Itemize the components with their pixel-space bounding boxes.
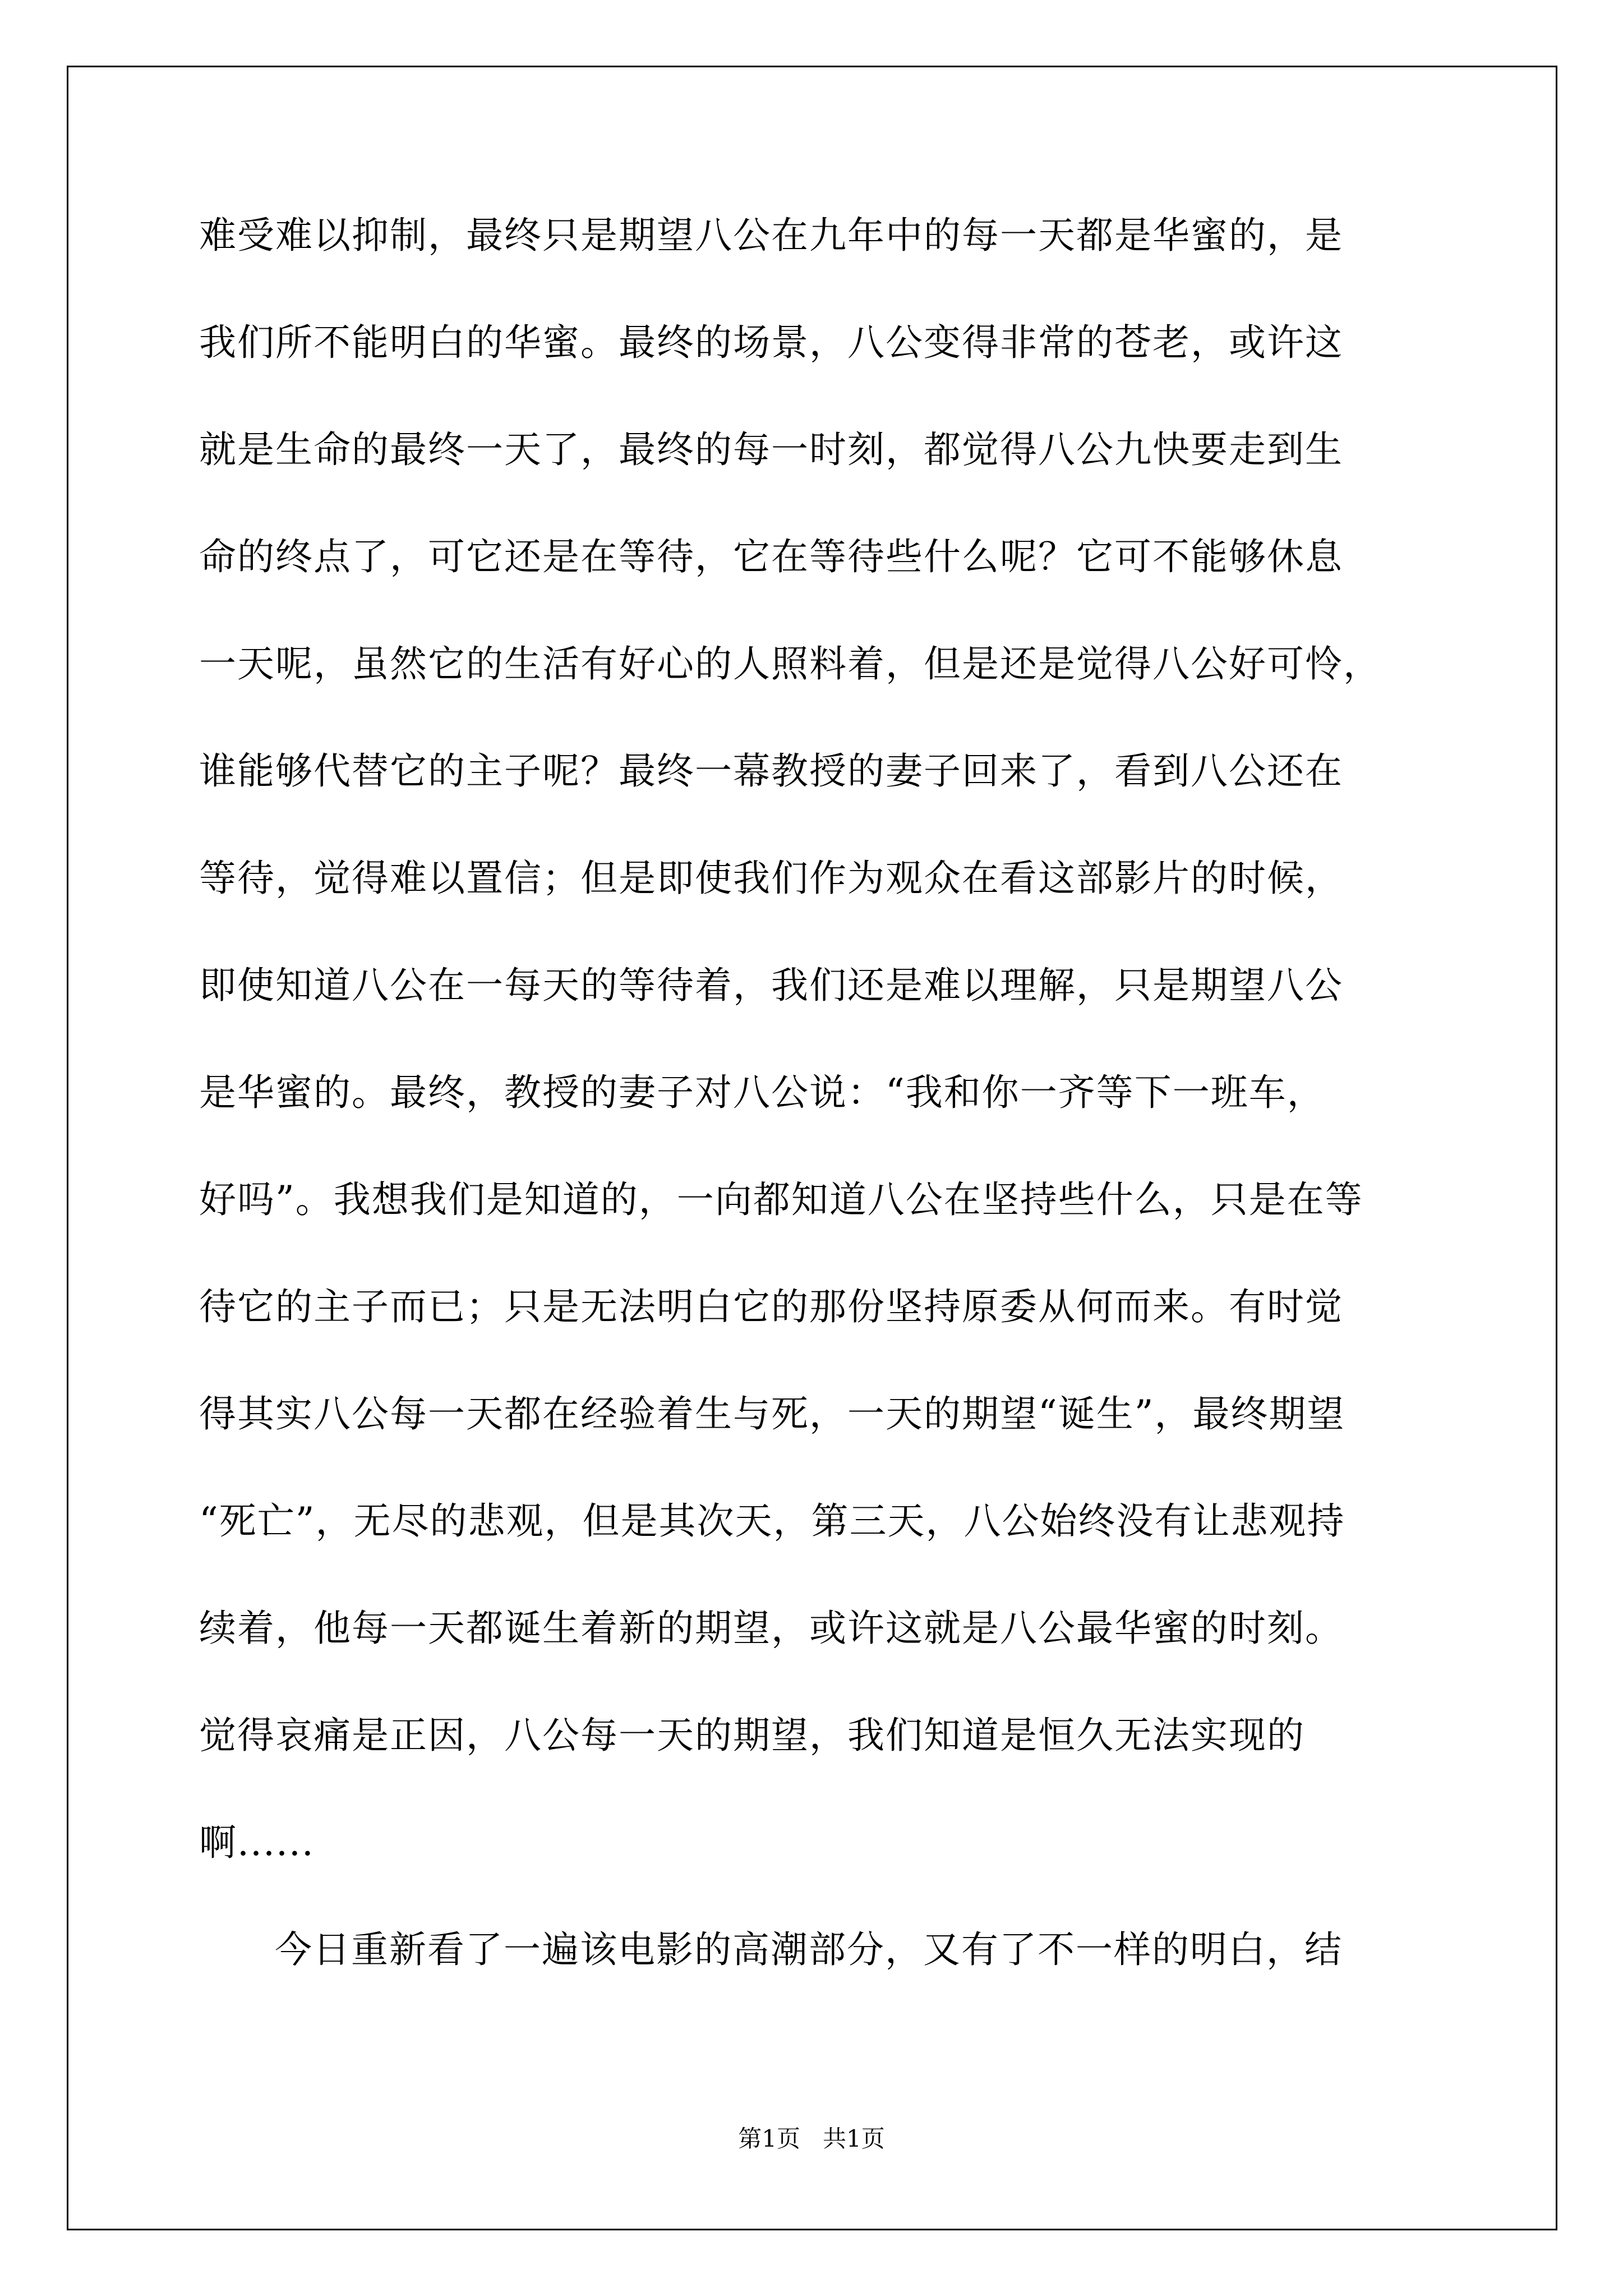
text-line: 续着，他每一天都诞生着新的期望，或许这就是八公最华蜜的时刻。 — [199, 1607, 1343, 1650]
text-line: “死亡”，无尽的悲观，但是其次天，第三天，八公始终没有让悲观持 — [199, 1499, 1345, 1543]
page-footer — [0, 2125, 1623, 2153]
page-number: 第1页 — [738, 2125, 800, 2152]
text-line: 就是生命的最终一天了，最终的每一时刻，都觉得八公九快要走到生 — [199, 428, 1343, 471]
text-line: 觉得哀痛是正因，八公每一天的期望，我们知道是恒久无法实现的 — [199, 1714, 1305, 1757]
text-line: 好吗”。我想我们是知道的，一向都知道八公在坚持些什么，只是在等 — [199, 1178, 1363, 1221]
text-line-paragraph-start: 今日重新看了一遍该电影的高潮部分，又有了不一样的明白，结 — [275, 1928, 1343, 1971]
document-body — [199, 216, 1433, 2037]
text-line: 一天呢，虽然它的生活有好心的人照料着，但是还是觉得八公好可怜， — [199, 642, 1381, 685]
text-line: 是华蜜的。最终，教授的妻子对八公说：“我和你一齐等下一班车， — [199, 1071, 1325, 1114]
text-line: 等待，觉得难以置信；但是即使我们作为观众在看这部影片的时候， — [199, 857, 1343, 900]
text-line: 待它的主子而已；只是无法明白它的那份坚持原委从何而来。有时觉 — [199, 1285, 1343, 1328]
text-line: 得其实八公每一天都在经验着生与死，一天的期望“诞生”，最终期望 — [199, 1392, 1345, 1435]
text-line: 难受难以抑制，最终只是期望八公在九年中的每一天都是华蜜的，是 — [199, 214, 1343, 257]
text-line: 谁能够代替它的主子呢？最终一幕教授的妻子回来了，看到八公还在 — [199, 749, 1343, 793]
text-line: 命的终点了，可它还是在等待，它在等待些什么呢？它可不能够休息 — [199, 535, 1343, 578]
text-line: 即使知道八公在一每天的等待着，我们还是难以理解，只是期望八公 — [199, 964, 1343, 1007]
text-line: 啊...... — [199, 1821, 315, 1864]
page-total: 共1页 — [823, 2125, 885, 2152]
text-line: 我们所不能明白的华蜜。最终的场景，八公变得非常的苍老，或许这 — [199, 321, 1343, 364]
